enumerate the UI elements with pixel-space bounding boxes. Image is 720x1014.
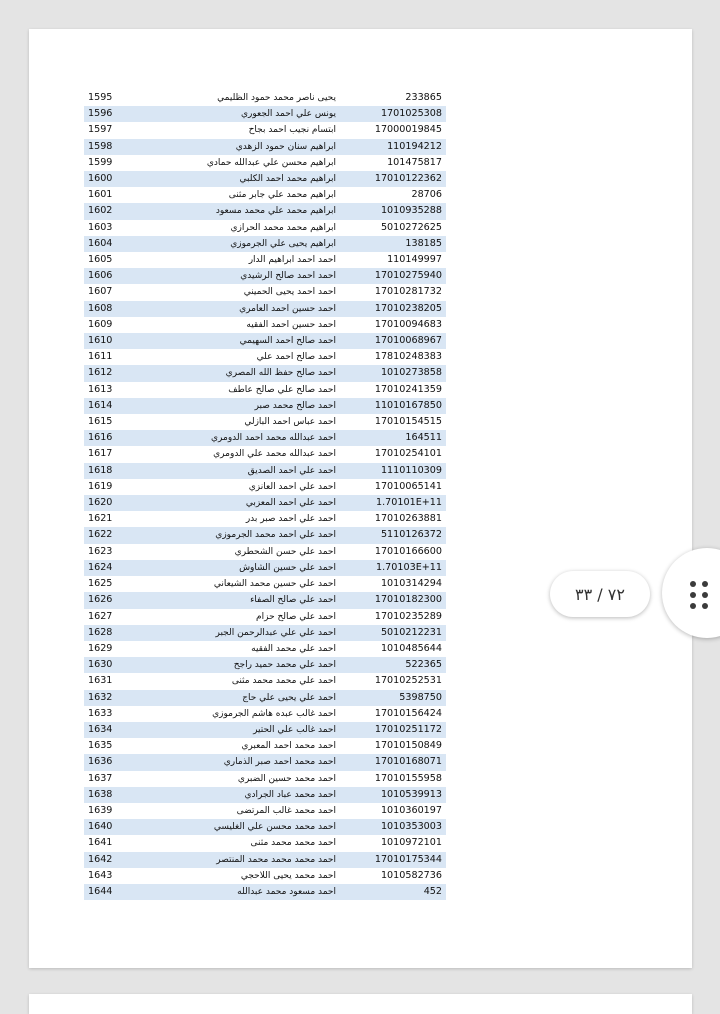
name-cell: احمد عباس احمد البازلي	[244, 417, 336, 428]
table-row	[84, 884, 446, 900]
table-row	[84, 690, 446, 706]
name-cell: احمد غالب علي الحتير	[142, 722, 340, 738]
table-row	[84, 560, 446, 576]
code-cell: 17010241359	[374, 383, 442, 395]
code-cell: 17010251172	[340, 722, 446, 738]
code-cell: 17010166600	[374, 545, 442, 557]
table-row	[84, 333, 446, 349]
row-number-cell: 1614	[84, 398, 142, 414]
table-row	[84, 657, 446, 673]
table-row	[84, 641, 446, 657]
table-row	[84, 738, 446, 754]
name-cell: احمد علي حسين الشاوش	[142, 560, 340, 576]
table-row	[84, 301, 446, 317]
code-cell: 110149997	[387, 254, 442, 266]
table-row	[84, 852, 446, 868]
code-cell: 1010353003	[340, 819, 446, 835]
code-cell: 17010065141	[374, 480, 442, 492]
row-number-cell: 1604	[84, 236, 142, 252]
table-row	[84, 122, 446, 138]
row-number-cell: 1596	[84, 106, 142, 122]
code-cell: 1010935288	[340, 203, 446, 219]
code-cell: 233865	[405, 92, 442, 103]
name-cell: احمد محمد محمد مثنى	[250, 838, 336, 849]
row-number-cell: 1605	[88, 254, 113, 266]
code-cell: 17010150849	[374, 740, 442, 752]
table-row	[84, 722, 446, 738]
code-cell: 138185	[340, 236, 446, 252]
table-row	[84, 527, 446, 543]
table-row	[84, 187, 446, 203]
code-cell: 17010263881	[374, 513, 442, 525]
row-number-cell: 1612	[84, 365, 142, 381]
code-cell: 28706	[411, 189, 442, 201]
row-number-cell: 1615	[88, 416, 113, 428]
row-number-cell: 1641	[88, 837, 113, 849]
name-cell: احمد علي محمد الفقيه	[251, 643, 336, 654]
table-row	[84, 835, 446, 851]
table-row	[84, 155, 446, 171]
name-cell: احمد صالح احمد السهيمي	[142, 333, 340, 349]
row-number-cell: 1637	[88, 772, 113, 784]
page-indicator-label: ٧٢ / ٣٣	[575, 584, 625, 604]
name-cell: احمد علي احمد صبر بدر	[245, 514, 336, 525]
code-cell: 17010182300	[340, 592, 446, 608]
roster-table-body	[84, 90, 446, 900]
row-number-cell: 1634	[84, 722, 142, 738]
code-cell: 5398750	[340, 690, 446, 706]
name-cell: احمد صالح احمد علي	[256, 352, 336, 363]
table-row	[84, 771, 446, 787]
table-row	[84, 479, 446, 495]
name-cell: يونس علي احمد الجعوري	[142, 106, 340, 122]
name-cell: احمد علي صالح حزام	[256, 611, 336, 622]
code-cell: 452	[340, 884, 446, 900]
code-cell: 5110126372	[340, 527, 446, 543]
name-cell: احمد علي علي عبدالرحمن الجبر	[142, 625, 340, 641]
code-cell: 1010485644	[380, 642, 442, 654]
code-cell: 1010314294	[380, 578, 442, 590]
row-number-cell: 1633	[88, 707, 113, 719]
name-cell: ابراهيم محمد علي جابر مثنى	[228, 190, 336, 201]
name-cell: احمد علي محمد محمد مثنى	[231, 676, 336, 687]
row-number-cell: 1638	[84, 787, 142, 803]
table-row	[84, 398, 446, 414]
row-number-cell: 1602	[84, 203, 142, 219]
row-number-cell: 1610	[84, 333, 142, 349]
code-cell: 11010167850	[340, 398, 446, 414]
name-cell: احمد مسعود محمد عبدالله	[142, 884, 340, 900]
name-cell: احمد علي صالح الصفاء	[142, 592, 340, 608]
row-number-cell: 1599	[88, 156, 113, 168]
table-row	[84, 430, 446, 446]
name-cell: احمد محمد احمد صبر الذماري	[142, 754, 340, 770]
name-cell: احمد محمد احمد المعبري	[241, 741, 336, 752]
table-row	[84, 268, 446, 284]
table-row	[84, 220, 446, 236]
row-number-cell: 1597	[88, 124, 113, 136]
code-cell: 1701025308	[340, 106, 446, 122]
next-document-page	[29, 994, 692, 1014]
table-row	[84, 592, 446, 608]
name-cell: ابتسام نجيب احمد بجاح	[248, 125, 336, 136]
page-indicator	[550, 571, 650, 617]
name-cell: ابراهيم محمد علي محمد مسعود	[142, 203, 340, 219]
name-cell: احمد صالح محمد صبر	[142, 398, 340, 414]
code-cell: 17010156424	[374, 707, 442, 719]
code-cell: 1010582736	[380, 869, 442, 881]
table-row	[84, 171, 446, 187]
row-number-cell: 1625	[88, 578, 113, 590]
name-cell: ابراهيم سنان حمود الزهدي	[142, 139, 340, 155]
table-row	[84, 495, 446, 511]
name-cell: احمد حسين احمد الفقيه	[246, 319, 336, 330]
name-cell: احمد علي حسن الشحطري	[234, 546, 336, 557]
name-cell: احمد عبدالله محمد علي الدومري	[213, 449, 336, 460]
table-row	[84, 284, 446, 300]
code-cell: 17010094683	[374, 318, 442, 330]
name-cell: احمد علي حسين محمد الشيعاني	[213, 579, 336, 590]
row-number-cell: 1606	[84, 268, 142, 284]
code-cell: 17010254101	[374, 448, 442, 460]
row-number-cell: 1609	[88, 318, 113, 330]
code-cell: 17010175344	[340, 852, 446, 868]
table-row	[84, 706, 446, 722]
row-number-cell: 1644	[84, 884, 142, 900]
row-number-cell: 1624	[84, 560, 142, 576]
code-cell: 1.70101E+11	[340, 495, 446, 511]
row-number-cell: 1607	[88, 286, 113, 298]
name-cell: يحيى ناصر محمد حمود الظليمي	[217, 93, 336, 103]
table-row	[84, 511, 446, 527]
table-row	[84, 576, 446, 592]
name-cell: ابراهيم محسن علي عبدالله حمادي	[206, 157, 336, 168]
code-cell: 17010168071	[340, 754, 446, 770]
name-cell: احمد محمد غالب المرتضى	[236, 805, 336, 816]
code-cell: 17010122362	[340, 171, 446, 187]
code-cell: 17010068967	[340, 333, 446, 349]
table-row	[84, 803, 446, 819]
row-number-cell: 1611	[88, 351, 113, 363]
table-row	[84, 252, 446, 268]
code-cell: 522365	[340, 657, 446, 673]
table-row	[84, 625, 446, 641]
row-number-cell: 1603	[88, 221, 113, 233]
name-cell: ابراهيم يحيى علي الجرموزي	[142, 236, 340, 252]
row-number-cell: 1598	[84, 139, 142, 155]
name-cell: احمد محمد محسن علي الغليسي	[142, 819, 340, 835]
row-number-cell: 1632	[84, 690, 142, 706]
table-row	[84, 349, 446, 365]
name-cell: احمد محمد حسين الضبري	[237, 773, 336, 784]
code-cell: 1010972101	[380, 837, 442, 849]
row-number-cell: 1601	[88, 189, 113, 201]
code-cell: 17010281732	[374, 286, 442, 298]
row-number-cell: 1626	[84, 592, 142, 608]
name-cell: احمد احمد صالح الرشيدي	[142, 268, 340, 284]
code-cell: 1010539913	[340, 787, 446, 803]
name-cell: ابراهيم محمد احمد الكلبي	[142, 171, 340, 187]
name-cell: احمد احمد يحيى الحميني	[243, 287, 336, 298]
name-cell: احمد احمد ابراهيم الدار	[248, 255, 336, 266]
name-cell: احمد علي احمد الصديق	[142, 463, 340, 479]
row-number-cell: 1629	[88, 642, 113, 654]
row-number-cell: 1636	[84, 754, 142, 770]
code-cell: 17000019845	[374, 124, 442, 136]
table-row	[84, 673, 446, 689]
code-cell: 110194212	[340, 139, 446, 155]
name-cell: ابراهيم محمد محمد الحرازي	[230, 222, 336, 233]
row-number-cell: 1635	[88, 740, 113, 752]
table-row	[84, 382, 446, 398]
name-cell: احمد حسين احمد العامري	[142, 301, 340, 317]
code-cell: 17010252531	[374, 675, 442, 687]
table-row	[84, 868, 446, 884]
table-row	[84, 365, 446, 381]
row-number-cell: 1643	[88, 869, 113, 881]
code-cell: 17010154515	[374, 416, 442, 428]
name-cell: احمد صالح علي صالح عاطف	[228, 384, 336, 395]
row-number-cell: 1618	[84, 463, 142, 479]
table-row	[84, 544, 446, 560]
name-cell: احمد علي يحيى علي حاج	[142, 690, 340, 706]
name-cell: احمد عبدالله محمد احمد الدومري	[142, 430, 340, 446]
row-number-cell: 1627	[88, 610, 113, 622]
code-cell: 5010212231	[340, 625, 446, 641]
table-row	[84, 446, 446, 462]
row-number-cell: 1642	[84, 852, 142, 868]
code-cell: 1.70103E+11	[340, 560, 446, 576]
name-cell: احمد محمد عباد الجرادي	[142, 787, 340, 803]
code-cell: 1010360197	[380, 804, 442, 816]
code-cell: 17010235289	[374, 610, 442, 622]
name-cell: احمد محمد يحيى اللاحجي	[240, 870, 336, 881]
name-cell: احمد محمد محمد محمد المنتصر	[142, 852, 340, 868]
row-number-cell: 1623	[88, 545, 113, 557]
table-row	[84, 106, 446, 122]
name-cell: احمد علي احمد العانزي	[248, 481, 336, 492]
row-number-cell: 1600	[84, 171, 142, 187]
grid-dots-icon	[690, 581, 714, 605]
table-row	[84, 317, 446, 333]
code-cell: 17010155958	[374, 772, 442, 784]
code-cell: 17010238205	[340, 301, 446, 317]
table-row	[84, 609, 446, 625]
roster-table	[84, 90, 446, 900]
table-row	[84, 414, 446, 430]
row-number-cell: 1631	[88, 675, 113, 687]
table-row	[84, 819, 446, 835]
table-row	[84, 139, 446, 155]
name-cell: احمد غالب عبده هاشم الجرموزي	[212, 708, 336, 719]
code-cell: 17810248383	[374, 351, 442, 363]
code-cell: 101475817	[387, 156, 442, 168]
code-cell: 5010272625	[380, 221, 442, 233]
code-cell: 1110110309	[340, 463, 446, 479]
row-number-cell: 1620	[84, 495, 142, 511]
row-number-cell: 1613	[88, 383, 113, 395]
row-number-cell: 1628	[84, 625, 142, 641]
name-cell: احمد صالح حفظ الله المصري	[142, 365, 340, 381]
row-number-cell: 1622	[84, 527, 142, 543]
row-number-cell: 1608	[84, 301, 142, 317]
row-number-cell: 1640	[84, 819, 142, 835]
row-number-cell: 1621	[88, 513, 113, 525]
table-row	[84, 236, 446, 252]
table-row	[84, 90, 446, 106]
table-row	[84, 463, 446, 479]
row-number-cell: 1616	[84, 430, 142, 446]
row-number-cell: 1630	[84, 657, 142, 673]
name-cell: احمد علي احمد المعزبي	[142, 495, 340, 511]
name-cell: احمد علي محمد حميد راجح	[142, 657, 340, 673]
code-cell: 164511	[340, 430, 446, 446]
code-cell: 17010275940	[340, 268, 446, 284]
table-row	[84, 787, 446, 803]
row-number-cell: 1639	[88, 804, 113, 816]
code-cell: 1010273858	[340, 365, 446, 381]
row-number-cell: 1619	[88, 480, 113, 492]
row-number-cell: 1595	[88, 92, 113, 103]
table-row	[84, 754, 446, 770]
name-cell: احمد علي احمد محمد الجرموزي	[142, 527, 340, 543]
row-number-cell: 1617	[88, 448, 113, 460]
table-row	[84, 203, 446, 219]
